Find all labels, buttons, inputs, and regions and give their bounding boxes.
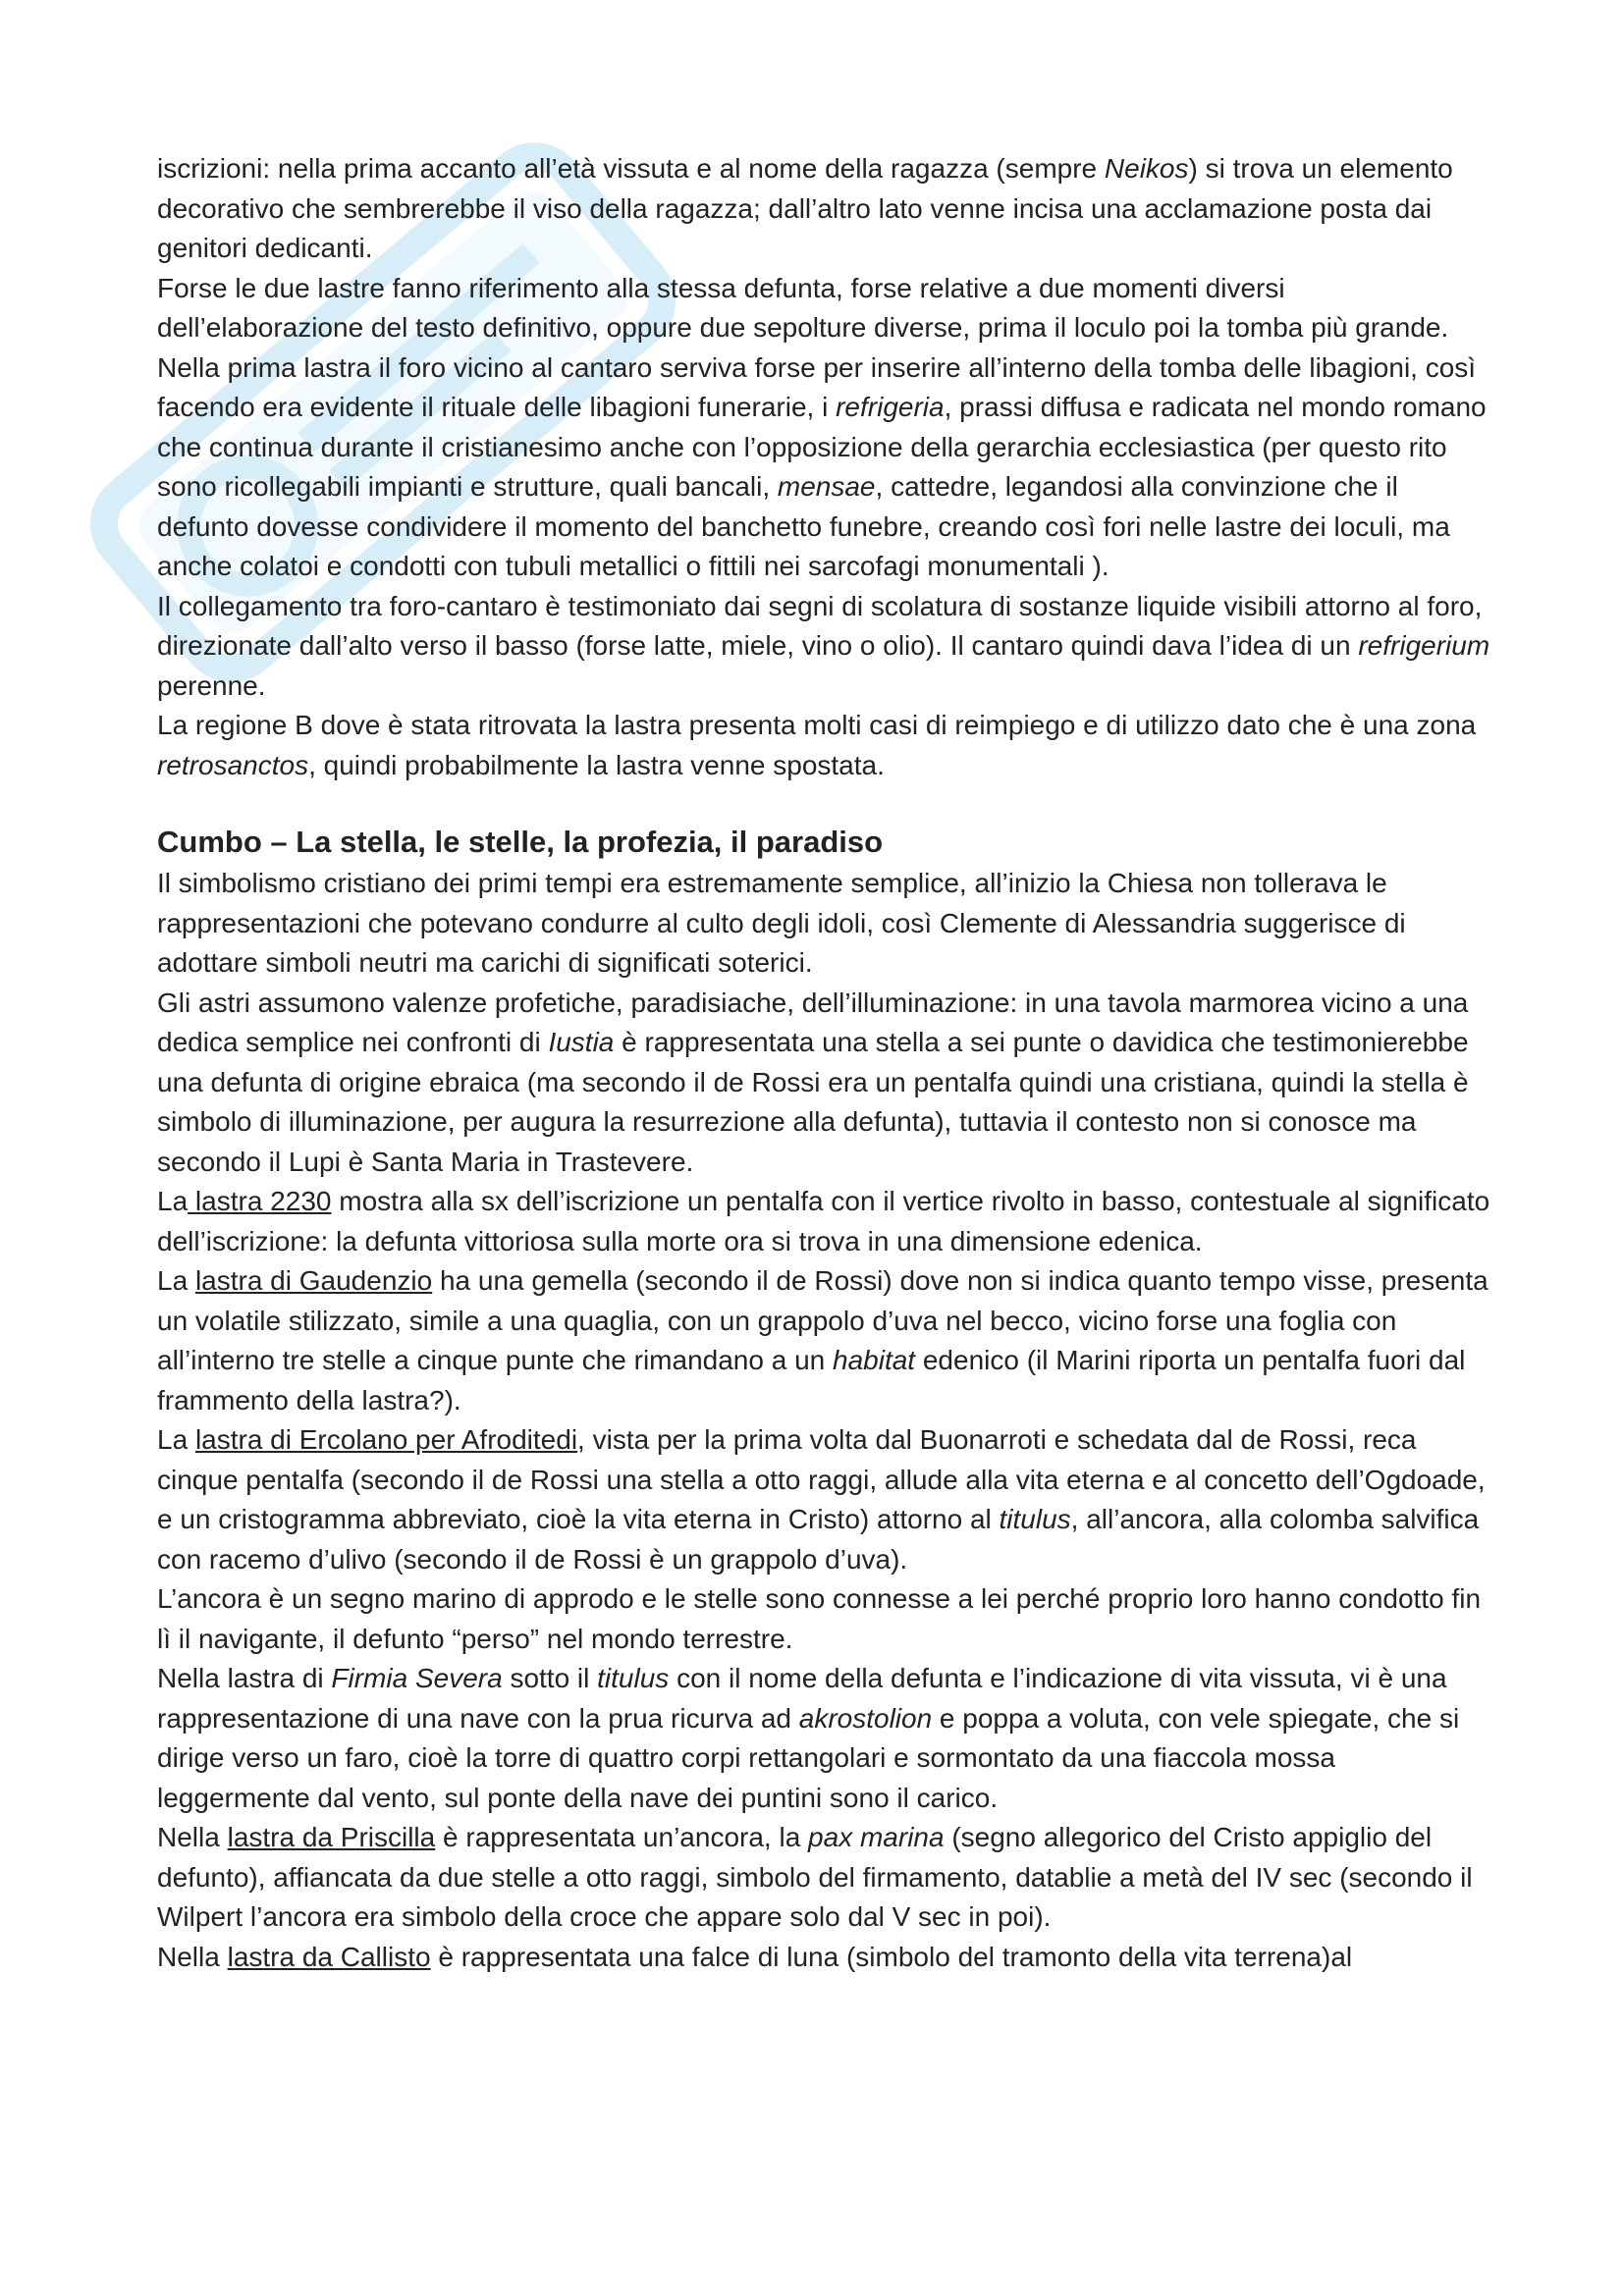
paragraph-10: La lastra di Ercolano per Afroditedi, vista per la prima volta dal Buonarroti e schedata dal de Rossi, reca cinque pentalfa (secondo il de Rossi una stella a otto raggi, allude alla vita eterna e al concetto dell’Ogdoade, e un cristogramma abbreviato, cioè la vita eterna in Cristo) attorno al titulus, all’ancora, alla colomba salvifica con racemo d’ulivo (secondo il de Rossi è un grappolo d’uva). bbox=[157, 1424, 1486, 1575]
link-lastra-callisto[interactable]: lastra da Callisto bbox=[227, 1941, 431, 1972]
paragraph-8: La lastra 2230 mostra alla sx dell’iscrizione un pentalfa con il vertice rivolto in basso, contestuale al significato dell’iscrizione: la defunta vittoriosa sulla morte ora si trova in una dimensione edenica. bbox=[157, 1186, 1490, 1256]
paragraph-13: Nella lastra da Priscilla è rappresentata un’ancora, la pax marina (segno allegorico del Cristo appiglio del defunto), affiancata da due stelle a otto raggi, simbolo del firmamento, datablie a metà del IV sec (secondo il Wilpert l’ancora era simbolo della croce che appare solo dal V sec in poi). bbox=[157, 1822, 1473, 1932]
paragraph-5: La regione B dove è stata ritrovata la lastra presenta molti casi di reimpiego e di utilizzo dato che è una zona retrosanctos, quindi probabilmente la lastra venne spostata. bbox=[157, 710, 1477, 780]
paragraph-4: Il collegamento tra foro-cantaro è testimoniato dai segni di scolatura di sostanze liquide visibili attorno al foro, direzionate dall’alto verso il basso (forse latte, miele, vino o olio). Il cantaro quindi dava l’idea di un refrigerium perenne. bbox=[157, 590, 1490, 701]
paragraph-11: L’ancora è un segno marino di approdo e le stelle sono connesse a lei perché proprio loro hanno condotto fin lì il navigante, il defunto “perso” nel mondo terrestre. bbox=[157, 1583, 1482, 1654]
paragraph-14: Nella lastra da Callisto è rappresentata una falce di luna (simbolo del tramonto della vita terrena)al bbox=[157, 1941, 1353, 1972]
document-page bbox=[157, 149, 1492, 1977]
paragraph-9: La lastra di Gaudenzio ha una gemella (secondo il de Rossi) dove non si indica quanto tempo visse, presenta un volatile stilizzato, simile a una quaglia, con un grappolo d’uva nel becco, vicino forse una foglia con all’interno tre stelle a cinque punte che rimandano a un habitat edenico (il Marini riporta un pentalfa fuori dal frammento della lastra?). bbox=[157, 1265, 1488, 1415]
paragraph-6: Il simbolismo cristiano dei primi tempi era estremamente semplice, all’inizio la Chiesa non tollerava le rappresentazioni che potevano condurre al culto degli idoli, così Clemente di Alessandria suggerisce di adottare simboli neutri ma carichi di significati soterici. bbox=[157, 868, 1406, 978]
link-lastra-2230[interactable]: lastra 2230 bbox=[188, 1186, 332, 1216]
link-lastra-gaudenzio[interactable]: lastra di Gaudenzio bbox=[194, 1265, 433, 1296]
link-lastra-priscilla[interactable]: lastra da Priscilla bbox=[227, 1822, 436, 1852]
paragraph-7: Gli astri assumono valenze profetiche, paradisiache, dell’illuminazione: in una tavola marmorea vicino a una dedica semplice nei confronti di Iustia è rappresentata una stella a sei punte o davidica che testimonierebbe una defunta di origine ebraica (ma secondo il de Rossi era un pentalfa quindi una cristiana, quindi la stella è simbolo di illuminazione, per augura la resurrezione alla defunta), tuttavia il contesto non si conosce ma secondo il Lupi è Santa Maria in Trastevere. bbox=[157, 987, 1469, 1177]
paragraph-2: Forse le due lastre fanno riferimento alla stessa defunta, forse relative a due momenti diversi dell’elaborazione del testo definitivo, oppure due sepolture diverse, prima il loculo poi la tomba più grande. bbox=[157, 272, 1449, 343]
paragraph-12: Nella lastra di Firmia Severa sotto il titulus con il nome della defunta e l’indicazione di vita vissuta, vi è una rappresentazione di una nave con la prua ricurva ad akrostolion e poppa a voluta, con vele spiegate, che si dirige verso un faro, cioè la torre di quattro corpi rettangolari e sormontato da una fiaccola mossa leggermente dal vento, sul ponte della nave dei puntini sono il carico. bbox=[157, 1663, 1460, 1813]
section-heading: Cumbo – La stella, le stelle, la profezia, il paradiso bbox=[157, 825, 884, 859]
paragraph-3: Nella prima lastra il foro vicino al cantaro serviva forse per inserire all’interno della tomba delle libagioni, così facendo era evidente il rituale delle libagioni funerarie, i refrigeria, prassi diffusa e radicata nel mondo romano che continua durante il cristianesimo anche con l’opposizione della gerarchia ecclesiastica (per questo rito sono ricollegabili impianti e strutture, quali bancali, mensae, cattedre, legandosi alla convinzione che il defunto dovesse condividere il momento del banchetto funebre, creando così fori nelle lastre dei loculi, ma anche colatoi e condotti con tubuli metallici o fittili nei sarcofagi monumentali ). bbox=[157, 351, 1487, 581]
paragraph-1: iscrizioni: nella prima accanto all’età vissuta e al nome della ragazza (sempre Neikos) si trova un elemento decorativo che sembrerebbe il viso della ragazza; dall’altro lato venne incisa una acclamazione posta dai genitori dedicanti. bbox=[157, 153, 1453, 263]
link-lastra-ercolano[interactable]: lastra di Ercolano per Afroditedi bbox=[194, 1424, 578, 1455]
